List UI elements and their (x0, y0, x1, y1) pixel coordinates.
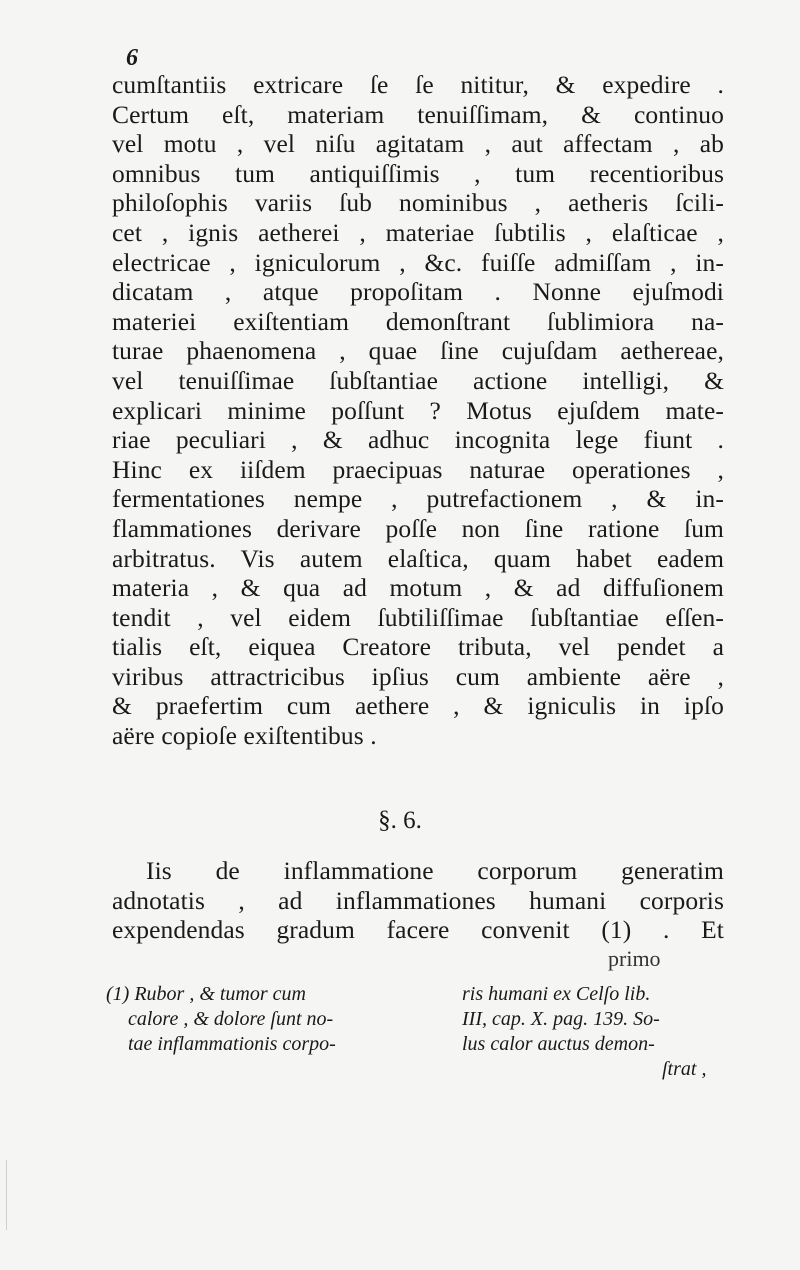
footnote-line: III, cap. X. pag. 139. So- (462, 1008, 660, 1030)
text-line: tendit , vel eidem ſubtiliſſimae ſubſtantiae eſſen- (112, 602, 724, 632)
text-line: flammationes derivare poſſe non ſine ratione ſum (112, 513, 724, 543)
text-line: viribus attractricibus ipſius cum ambiente aëre , (112, 661, 724, 691)
text-line: fermentationes nempe , putrefactionem , & in- (112, 484, 724, 514)
text-line: dicatam , atque propoſitam . Nonne ejuſmodi (112, 277, 724, 307)
text-line: adnotatis , ad inflammationes humani corporis (112, 885, 724, 915)
text-line: turae phaenomena , quae ſine cujuſdam aethereae, (112, 336, 724, 366)
text-line: tialis eſt, eiquea Creatore tributa, vel pendet a (112, 632, 724, 662)
footnote-line: tae inflammationis corpo- (128, 1033, 336, 1055)
text-line: riae peculiari , & adhuc incognita lege fiunt . (112, 425, 724, 455)
footnote-line: ſtrat , (662, 1058, 707, 1080)
footnote-column-left (106, 982, 436, 1057)
text-line: electricae , igniculorum , &c. fuiſſe admiſſam , in- (112, 247, 724, 277)
catchword: primo (608, 946, 661, 971)
text-line: aëre copioſe exiſtentibus . (112, 721, 377, 751)
text-line: vel tenuiſſimae ſubſtantiae actione intelligi, & (112, 365, 724, 395)
footnote-line: calore , & dolore ſunt no- (128, 1008, 334, 1030)
text-line: expendendas gradum facere convenit (1) . Et (112, 915, 724, 945)
text-line: Iis de inflammatione corporum generatim (146, 856, 724, 885)
text-line: Certum eſt, materiam tenuiſſimam, & continuo (112, 99, 724, 129)
text-line: & praefertim cum aethere , & igniculis in ipſo (112, 691, 724, 721)
text-line: vel motu , vel niſu agitatam , aut affectam , ab (112, 129, 724, 159)
footnote-line: ris humani ex Celſo lib. (462, 983, 651, 1005)
footnote-line: lus calor auctus demon- (462, 1033, 655, 1055)
page-number: 6 (126, 45, 138, 71)
text-line: materiei exiſtentiam demonſtrant ſublimiora na- (112, 306, 724, 336)
paragraph-section-6 (112, 856, 724, 945)
section-heading: §. 6. (378, 807, 422, 834)
page-edge-mark (0, 1160, 7, 1230)
footnote-column-right (462, 982, 726, 1082)
text-line: philoſophis variis ſub nominibus , aetheris ſcili- (112, 188, 724, 218)
text-line: materia , & qua ad motum , & ad diffuſionem (112, 573, 724, 603)
footnote-line: (1) Rubor , & tumor cum (106, 983, 306, 1005)
text-line: cet , ignis aetherei , materiae ſubtilis , elaſticae , (112, 217, 724, 247)
text-line: explicari minime poſſunt ? Motus ejuſdem mate- (112, 395, 724, 425)
text-line: Hinc ex iiſdem praecipuas naturae operationes , (112, 454, 724, 484)
text-line: omnibus tum antiquiſſimis , tum recentioribus (112, 158, 724, 188)
text-line: cumſtantiis extricare ſe ſe nititur, & expedire . (112, 70, 724, 99)
paragraph-main (112, 70, 724, 751)
text-line: arbitratus. Vis autem elaſtica, quam habet eadem (112, 543, 724, 573)
